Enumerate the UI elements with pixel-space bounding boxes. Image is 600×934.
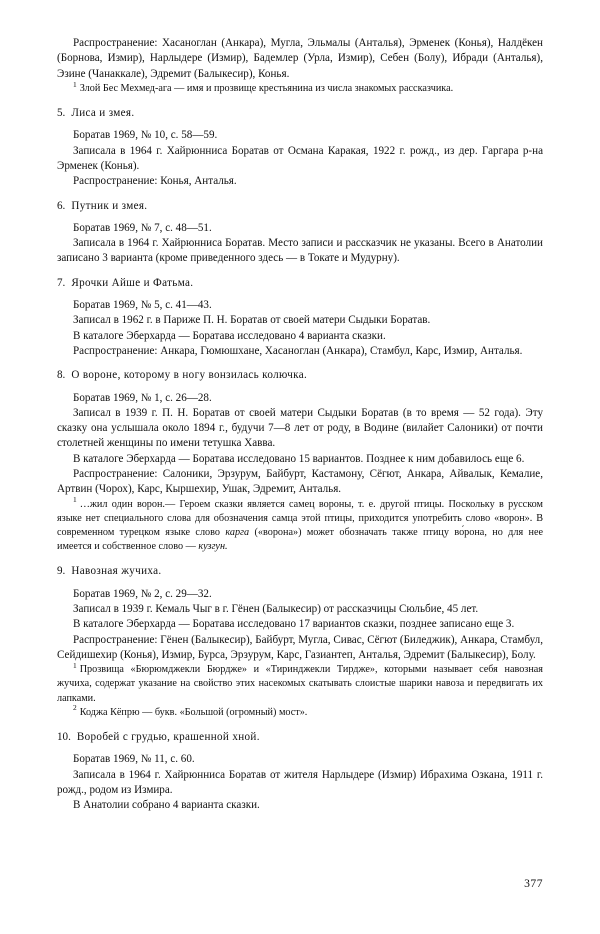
spacer: [57, 214, 543, 221]
tale-number: 9.: [57, 565, 66, 578]
spacer: [57, 720, 543, 730]
footnote-marker: 1: [73, 660, 77, 670]
tale-distribution-line: Распространение: Салоники, Эрзурум, Байбурт, Кастамону, Сёгют, Анкара, Айвалык, Кемалие, Артвин (Чорох), Карс, Кыршехир, Ушак, Эдремит, Анталья.: [57, 468, 543, 496]
top-footnote: [57, 79, 543, 96]
tale-catalogue-line: В каталоге Эберхарда — Боратава исследовано 4 варианта сказки.: [73, 329, 386, 342]
page-footer: [57, 874, 543, 892]
tale-title: О вороне, которому в ногу вонзилась колючка.: [71, 369, 308, 382]
tale-record-line: Записала в 1964 г. Хайрюнниса Боратав от Османа Каракая, 1922 г. рожд., из дер. Гаргара р-на Эрменек (Конья).: [57, 144, 543, 172]
tale-source-line: Боратав 1969, № 10, с. 58—59.: [73, 129, 218, 142]
tale-source-line: Боратав 1969, № 7, с. 48—51.: [73, 221, 212, 234]
spacer: [57, 96, 543, 106]
tale-number: 5.: [57, 107, 66, 120]
footnote-marker: 1: [73, 79, 77, 89]
tale-variants-line: В Анатолии собрано 4 варианта сказки.: [73, 799, 260, 812]
distribution-paragraph: Распространение: Хасаноглан (Анкара), Мугла, Эльмалы (Анталья), Эрменек (Конья), Налдёкен (Борнова, Измир), Нарлыдере (Измир), Бадемлер (Урла, Измир), Себен (Болу), Ибради (Анталья), Эзине (Чанаккале), Эдремит (Балыкесир), Конья.: [57, 37, 543, 80]
spacer: [57, 267, 543, 276]
tale-record-line: Записал в 1962 г. в Париже П. Н. Боратав от своей матери Сыдыки Боратав.: [73, 314, 431, 327]
spacer: [57, 190, 543, 199]
tale-footnote: [57, 660, 543, 706]
tale-title: Навозная жучиха.: [71, 565, 162, 578]
footnote-marker: 2: [73, 703, 77, 713]
tale-number: 6.: [57, 199, 66, 212]
spacer: [57, 121, 543, 128]
tale-entry-9: [57, 564, 543, 720]
footnote-text: Злой Бес Мехмед-ага — имя и прозвище крестьянина из числа знакомых рассказчика.: [79, 82, 454, 94]
spacer: [57, 745, 543, 752]
spacer: [57, 580, 543, 587]
tale-number: 7.: [57, 276, 66, 289]
spacer: [57, 291, 543, 298]
tale-title: Воробей с грудью, крашенной хной.: [76, 731, 260, 744]
tale-title: Путник и змея.: [71, 199, 148, 212]
page-number: 377: [524, 877, 543, 890]
tale-heading: [57, 368, 543, 383]
tale-distribution-line: Распространение: Анкара, Гюмюшхане, Хасаноглан (Анкара), Стамбул, Карс, Измир, Анталья.: [73, 344, 523, 357]
footnote-marker: 1: [73, 495, 77, 505]
tale-heading: [57, 199, 543, 214]
tale-entry-8: [57, 368, 543, 554]
spacer: [57, 384, 543, 391]
tale-source-line: Боратав 1969, № 5, с. 41—43.: [73, 299, 212, 312]
tale-entry-6: [57, 199, 543, 267]
tale-title: Ярочки Айше и Фатьма.: [71, 276, 194, 289]
tale-heading: [57, 106, 543, 121]
tale-entry-10: [57, 730, 543, 813]
tale-title: Лиса и змея.: [71, 107, 135, 120]
spacer: [57, 554, 543, 564]
tale-footnote: [57, 495, 544, 555]
tale-entry-5: [57, 106, 543, 189]
tale-heading: [57, 730, 543, 745]
top-distribution-block: [57, 36, 543, 96]
tale-source-line: Боратав 1969, № 11, с. 60.: [73, 753, 195, 766]
tale-number: 10.: [57, 731, 71, 744]
footnote-text: …жил один ворон.— Героем сказки является самец вороны, т. е. другой птицы. Поскольку в русском языке нет специального слова для обозначения самца этой птицы, приходится употребить слово «ворон». В современном турецком языке слово карга («ворона») может обозначать также птицу во́рона, но для нее имеется и собственное слово — кузгун.: [57, 498, 544, 553]
footnote-text: Прозвища «Бюрюмджекли Бюрдже» и «Тиринджекли Тирдже», которыми называет себя навозная жучиха, содержат указание на свойство этих насекомых скатывать слоистые шарики навоза и передвигать их лапками.: [57, 664, 543, 704]
tale-record-line: Записала в 1964 г. Хайрюнниса Боратав. Место записи и рассказчик не указаны. Всего в Анатолии записано 3 варианта (кроме приведенного здесь — в Токате и Мудурну).: [57, 237, 543, 265]
tale-entry-7: [57, 276, 543, 359]
tale-footnote: [57, 703, 543, 720]
tale-heading: [57, 276, 543, 291]
tale-catalogue-line: В каталоге Эберхарда — Боратава исследовано 17 вариантов сказки, позднее записано еще 3.: [73, 618, 515, 631]
tale-distribution-line: Распространение: Конья, Анталья.: [73, 175, 237, 188]
tale-heading: [57, 564, 543, 579]
tale-source-line: Боратав 1969, № 2, с. 29—32.: [73, 587, 212, 600]
tale-record-line: Записал в 1939 г. Кемаль Чыг в г. Гёнен (Балыкесир) от рассказчицы Сюльбие, 45 лет.: [73, 603, 479, 616]
tale-record-line: Записала в 1964 г. Хайрюнниса Боратав от жителя Нарлыдере (Измир) Ибрахима Озкана, 1911 г. рожд., родом из Измира.: [57, 768, 543, 796]
tale-catalogue-line: В каталоге Эберхарда — Боратава исследовано 15 вариантов. Позднее к ним добавилось еще 6.: [73, 452, 525, 465]
tale-number: 8.: [57, 369, 66, 382]
tale-record-line: Записал в 1939 г. П. Н. Боратав от своей матери Сыдыки Боратав (в то время — 52 года). Эту сказку она услышала около 1894 г., будучи 7—8 лет от роду, в Водине (вилайет Салоники) от почти столетней женщины по имени тетушка Хавва.: [57, 406, 543, 450]
tale-distribution-line: Распространение: Гёнен (Балыкесир), Байбурт, Мугла, Сивас, Сёгют (Биледжик), Анкара, Стамбул, Сейдишехир (Конья), Измир, Бурса, Эрзурум, Карс, Газиантеп, Анталья, Эдремит (Балыкесир), Болу.: [57, 633, 543, 661]
tale-source-line: Боратав 1969, № 1, с. 26—28.: [73, 391, 212, 404]
spacer: [57, 359, 543, 368]
footnote-text: Коджа Кёпрю — букв. «Большой (огромный) мост».: [79, 706, 308, 718]
document-page: [57, 36, 543, 896]
